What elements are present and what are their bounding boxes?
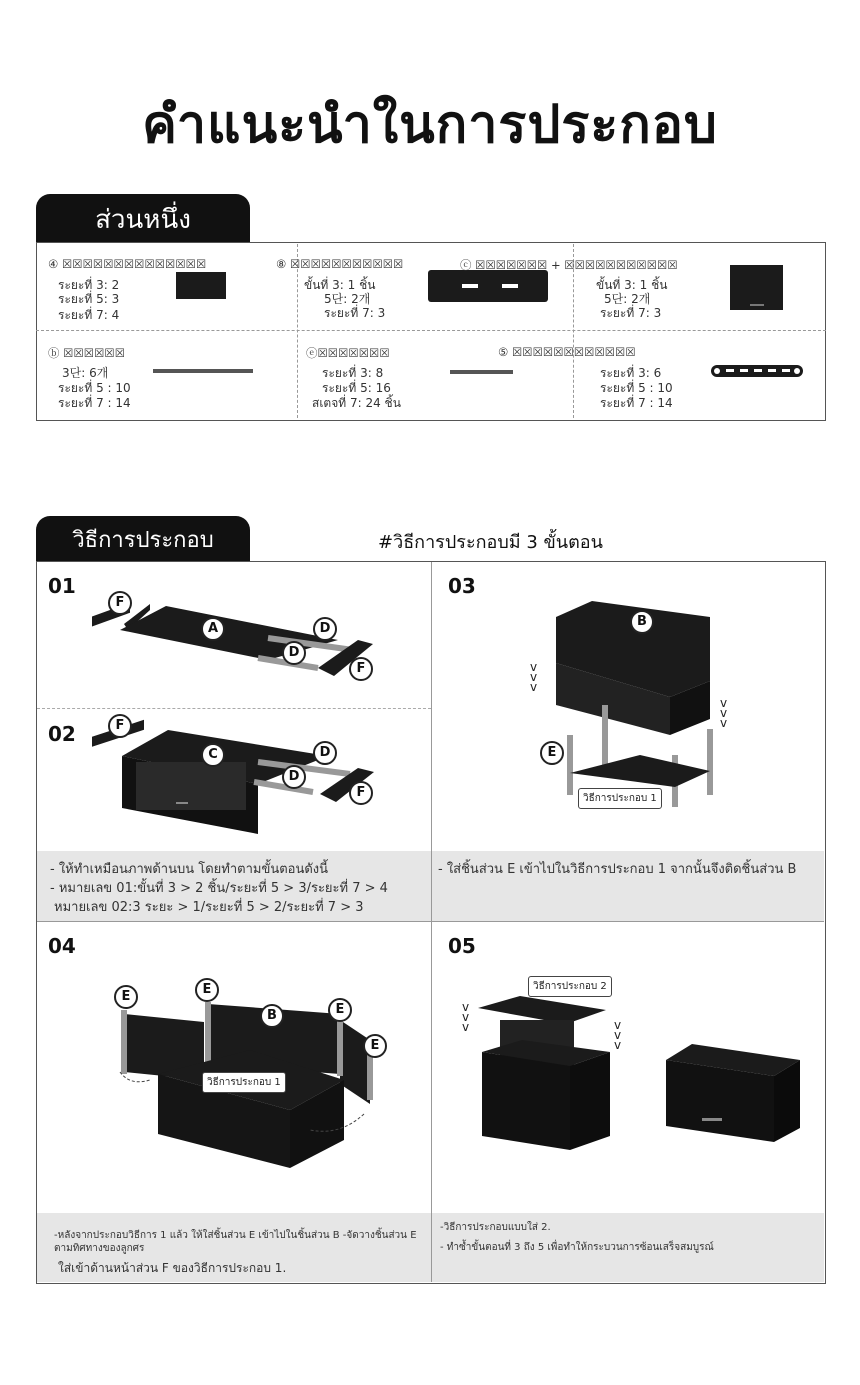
note-text: -วิธีการประกอบแบบใส่ 2.	[440, 1222, 551, 1233]
step-number: 04	[48, 934, 76, 958]
part-qty: ระยะที่ 7 : 14	[58, 396, 131, 410]
down-arrow-icon: v v v	[462, 1000, 470, 1034]
part-qty: 5단: 2개	[324, 292, 371, 306]
part-image	[730, 265, 783, 310]
part-qty: ระยะที่ 5: 16	[322, 381, 391, 395]
note-text: - ให้ทำเหมือนภาพด้านบน โดยทำตามขั้นตอนดังนี้	[50, 862, 329, 877]
part-e-label: E	[328, 998, 352, 1022]
part-f-label: F	[349, 781, 373, 805]
part-e-label: E	[540, 741, 564, 765]
part-d-label: D	[313, 741, 337, 765]
part-c-label: C	[201, 743, 225, 767]
part-qty: ระยะที่ 7 : 14	[600, 396, 673, 410]
down-arrow-icon: v v v	[720, 696, 728, 730]
part-image	[176, 272, 226, 299]
part-b-label: B	[260, 1004, 284, 1028]
note-text: - ทำซ้ำขั้นตอนที่ 3 ถึง 5 เพื่อทำให้กระบวนการซ้อนเสร็จสมบูรณ์	[440, 1242, 714, 1253]
method-subtitle: #วิธีการประกอบมี 3 ขั้นตอน	[378, 532, 603, 553]
page-title: คำแนะนำในการประกอบ	[142, 95, 718, 155]
part-qty: ระยะที่ 7: 3	[324, 306, 386, 320]
part-code: ⓑ ☒☒☒☒☒☒	[48, 346, 126, 360]
part-e-label: E	[363, 1034, 387, 1058]
part-code: ⑧ ☒☒☒☒☒☒☒☒☒☒☒	[276, 257, 404, 271]
part-qty: ระยะที่ 3: 2	[58, 278, 120, 292]
down-arrow-icon: v v v	[530, 660, 538, 694]
method-section-tab	[36, 516, 250, 562]
part-qty: ระยะที่ 3: 8	[322, 366, 384, 380]
part-qty: ระยะที่ 5 : 10	[600, 381, 673, 395]
part-d-label: D	[282, 765, 306, 789]
step03-illustration	[530, 595, 730, 815]
note-text: -หลังจากประกอบวิธีการ 1 แล้ว ให้ใส่ชิ้นส่วน E เข้าไปในชิ้นส่วน B -จัดวางชิ้นส่วน E ตามทิศทางของลูกศร	[54, 1230, 417, 1254]
part-image	[450, 370, 513, 374]
step-number: 02	[48, 722, 76, 746]
step-number: 01	[48, 574, 76, 598]
part-f-label: F	[108, 714, 132, 738]
method-section-tab-label: วิธีการประกอบ	[72, 528, 214, 553]
part-qty: ระยะที่ 3: 6	[600, 366, 662, 380]
note-text: - ใส่ชิ้นส่วน E เข้าไปในวิธีการประกอบ 1 จากนั้นจึงติดชิ้นส่วน B	[438, 862, 797, 877]
note-text: - หมายเลข 01:ขั้นที่ 3 > 2 ชิ้น/ระยะที่ 5 > 3/ระยะที่ 7 > 4	[50, 881, 388, 896]
note-text: หมายเลข 02:3 ระยะ > 1/ระยะที่ 5 > 2/ระยะที่ 7 > 3	[54, 900, 364, 915]
steps-divider-v	[431, 562, 432, 1282]
method2-callout: วิธีการประกอบ 2	[528, 976, 612, 997]
part-f-label: F	[349, 657, 373, 681]
method1-callout: วิธีการประกอบ 1	[578, 788, 662, 809]
down-arrow-icon: v v v	[614, 1018, 622, 1052]
steps-divider-h	[37, 921, 824, 922]
part-qty: สเตจที่ 7: 24 ชิ้น	[312, 396, 401, 410]
part-e-label: E	[114, 985, 138, 1009]
step-number: 05	[448, 934, 476, 958]
part-b-label: B	[630, 610, 654, 634]
note-text: ใส่เข้าด้านหน้าส่วน F ของวิธีการประกอบ 1.	[58, 1261, 287, 1275]
part-section-tab	[36, 194, 250, 243]
part-qty: 5단: 2개	[604, 292, 651, 306]
method1-callout: วิธีการประกอบ 1	[202, 1072, 286, 1093]
part-image	[710, 364, 804, 378]
part-qty: 3단: 6개	[62, 366, 109, 380]
part-qty: ขั้นที่ 3: 1 ชิ้น	[596, 278, 668, 292]
step02-illustration	[88, 716, 378, 836]
part-qty: ระยะที่ 7: 4	[58, 308, 120, 322]
part-qty: ขั้นที่ 3: 1 ชิ้น	[304, 278, 376, 292]
part-code: ⑤ ☒☒☒☒☒☒☒☒☒☒☒☒	[498, 345, 636, 359]
part-d-label: D	[282, 641, 306, 665]
part-image	[428, 270, 548, 302]
part-f-label: F	[108, 591, 132, 615]
part-qty: ระยะที่ 5: 3	[58, 292, 120, 306]
part-e-label: E	[195, 978, 219, 1002]
part-section-tab-label: ส่วนหนึ่ง	[95, 205, 191, 235]
step05-illustration	[470, 990, 810, 1160]
part-code: ④ ☒☒☒☒☒☒☒☒☒☒☒☒☒☒	[48, 257, 207, 271]
part-qty: ระยะที่ 5 : 10	[58, 381, 131, 395]
part-code: ⓒ ☒☒☒☒☒☒☒ + ☒☒☒☒☒☒☒☒☒☒☒	[460, 258, 678, 272]
part-d-label: D	[313, 617, 337, 641]
parts-divider-h	[36, 330, 826, 331]
step-number: 03	[448, 574, 476, 598]
steps-divider-dashed	[37, 708, 431, 709]
part-a-label: A	[201, 617, 225, 641]
part-image	[153, 369, 253, 373]
part-qty: ระยะที่ 7: 3	[600, 306, 662, 320]
part-code: ⓔ☒☒☒☒☒☒☒	[306, 346, 390, 360]
